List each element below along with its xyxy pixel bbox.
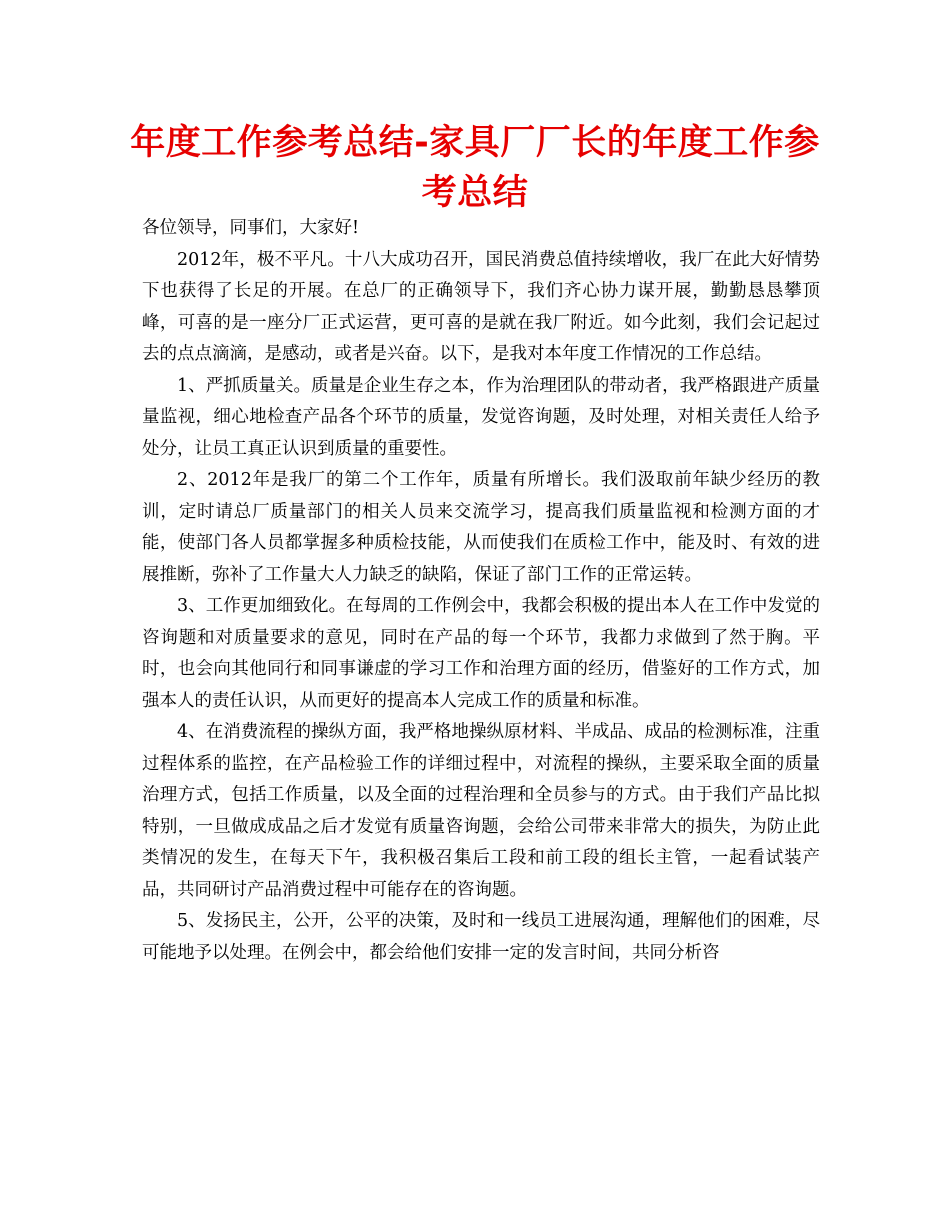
body-paragraph: 1、严抓质量关。质量是企业生存之本，作为治理团队的带动者，我严格跟进产质量量监视，细心地检查产品各个环节的质量，发觉咨询题，及时处理，对相关责任人给予处分，让员工真正认识到质量的重要性。 <box>142 375 820 459</box>
body-paragraph: 2012年，极不平凡。十八大成功召开，国民消费总值持续增收，我厂在此大好情势下也获得了长足的开展。在总厂的正确领导下，我们齐心协力谋开展，勤勤恳恳攀顶峰，可喜的是一座分厂正式运营，更可喜的是就在我厂附近。如今此刻，我们会记起过去的点点滴滴，是感动，或者是兴奋。以下，是我对本年度工作情况的工作总结。 <box>142 249 820 364</box>
body-paragraph: 2、2012年是我厂的第二个工作年，质量有所增长。我们汲取前年缺少经历的教训，定时请总厂质量部门的相关人员来交流学习，提高我们质量监视和检测方面的才能，使部门各人员都掌握多种质检技能，从而使我们在质检工作中，能及时、有效的进展推断，弥补了工作量大人力缺乏的缺陷，保证了部门工作的正常运转。 <box>142 470 820 585</box>
body-paragraph: 5、发扬民主，公开，公平的决策，及时和一线员工进展沟通，理解他们的困难，尽可能地予以处理。在例会中，都会给他们安排一定的发言时间，共同分析咨 <box>142 911 820 963</box>
greeting-paragraph: 各位领导，同事们，大家好! <box>142 218 360 238</box>
document-title: 年度工作参考总结-家具厂厂长的年度工作参考总结 <box>130 123 820 213</box>
body-paragraph: 4、在消费流程的操纵方面，我严格地操纵原材料、半成品、成品的检测标准，注重过程体系的监控，在产品检验工作的详细过程中，对流程的操纵，主要采取全面的质量治理方式，包括工作质量，以及全面的过程治理和全员参与的方式。由于我们产品比拟特别，一旦做成成品之后才发觉有质量咨询题，会给公司带来非常大的损失，为防止此类情况的发生，在每天下午，我积极召集后工段和前工段的组长主管，一起看试装产品，共同研讨产品消费过程中可能存在的咨询题。 <box>142 722 820 900</box>
body-paragraph: 3、工作更加细致化。在每周的工作例会中，我都会积极的提出本人在工作中发觉的咨询题和对质量要求的意见，同时在产品的每一个环节，我都力求做到了然于胸。平时，也会向其他同行和同事谦虚的学习工作和治理方面的经历，借鉴好的工作方式，加强本人的责任认识，从而更好的提高本人完成工作的质量和标准。 <box>142 596 820 711</box>
document-body <box>142 213 820 969</box>
